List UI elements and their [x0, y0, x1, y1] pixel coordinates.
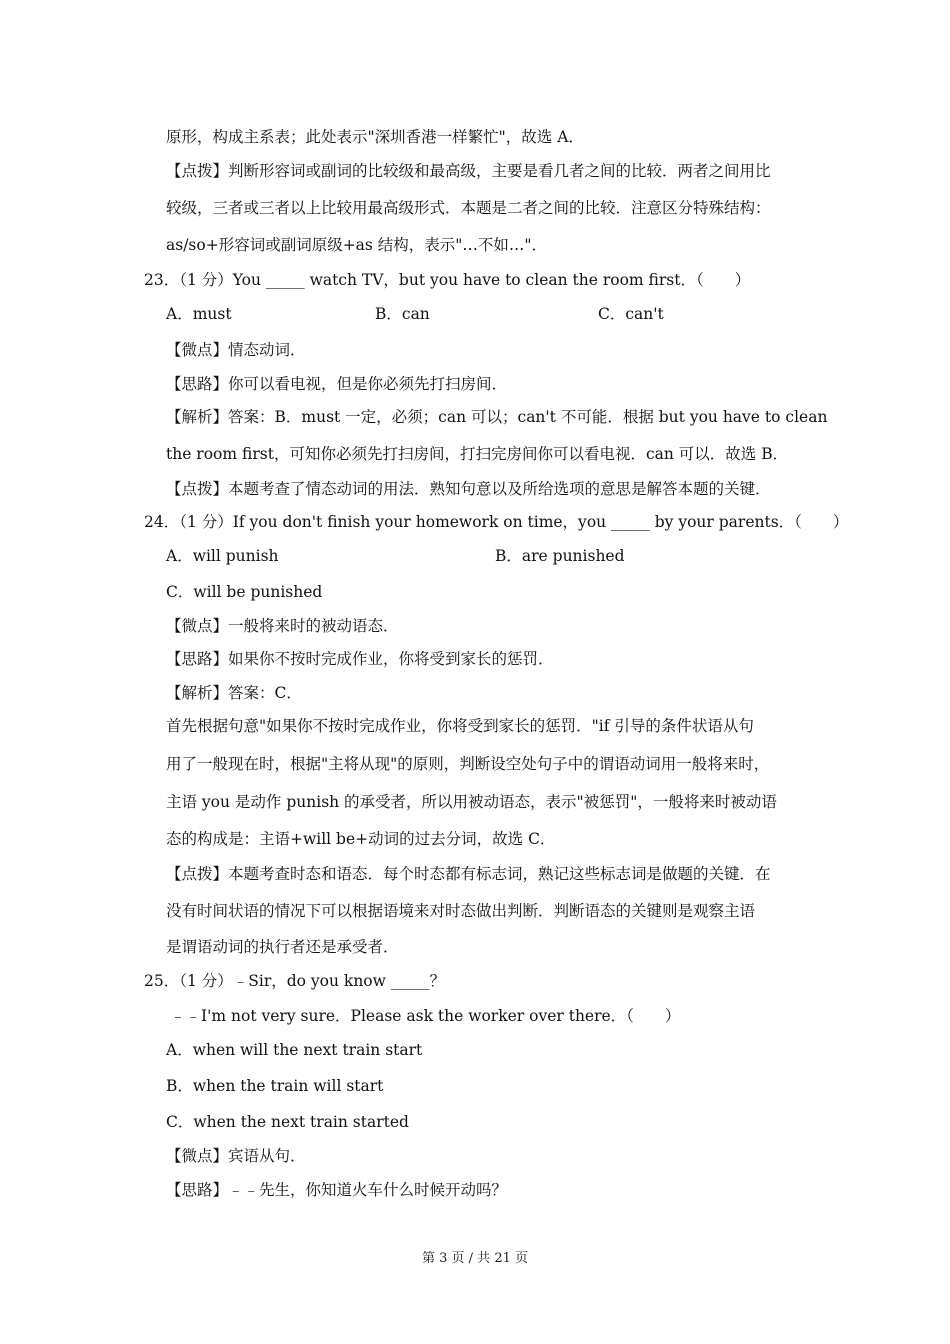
page-footer: 第 3 页 / 共 21 页 [422, 1251, 528, 1266]
text-line: as/so+形容词或副词原级+as 结构，表示"…不如…"． [166, 236, 548, 254]
q24-dianbo-cont: 是谓语动词的执行者还是承受者． [166, 938, 399, 956]
q24-option-c: C．will be punished [166, 583, 323, 601]
q24-option-b: B．are punished [495, 547, 625, 565]
text-line: 较级，三者或三者以上比较用最高级形式．本题是二者之间的比较．注意区分特殊结构： [166, 199, 771, 217]
q23-dianbo: 【点拨】本题考查了情态动词的用法．熟知句意以及所给选项的意思是解答本题的关键． [166, 480, 771, 498]
q23-silu: 【思路】你可以看电视，但是你必须先打扫房间． [166, 375, 508, 393]
q23-option-a: A．must [166, 305, 232, 323]
q25-option-c: C．when the next train started [166, 1113, 409, 1131]
q24-body: 首先根据句意"如果你不按时完成作业，你将受到家长的惩罚．"if 引导的条件状语从句 [166, 717, 754, 735]
q24-jiexi: 【解析】答案：C． [166, 684, 302, 702]
q23-option-c: C．can't [598, 305, 664, 323]
q24-option-a: A．will punish [166, 547, 279, 565]
q24-silu: 【思路】如果你不按时完成作业，你将受到家长的惩罚． [166, 650, 554, 668]
q25-silu: 【思路】﹣﹣先生，你知道火车什么时候开动吗？ [166, 1181, 508, 1199]
q24-dianbo-cont: 没有时间状语的情况下可以根据语境来对时态做出判断．判断语态的关键则是观察主语 [166, 902, 756, 920]
q25-option-b: B．when the train will start [166, 1077, 384, 1095]
q25-weidian: 【微点】宾语从句． [166, 1147, 306, 1165]
q24-body: 用了一般现在时，根据"主将从现"的原则，判断设空处句子中的谓语动词用一般将来时， [166, 755, 770, 773]
q23-option-b: B．can [375, 305, 430, 323]
q23-jiexi: 【解析】答案：B．must 一定，必须；can 可以；can't 不可能．根据 but you have to clean [166, 408, 828, 426]
question-25-stem: 25．（1 分）﹣Sir，do you know _____？ [144, 972, 446, 990]
q24-body: 态的构成是：主语+will be+动词的过去分词，故选 C． [166, 830, 556, 848]
q24-body: 主语 you 是动作 punish 的承受者，所以用被动语态，表示"被惩罚"，一般将来时被动语 [166, 793, 777, 811]
question-23-stem: 23．（1 分）You _____ watch TV，but you have to clean the room first．（ ） [144, 271, 751, 289]
q25-option-a: A．when will the next train start [166, 1041, 423, 1059]
q24-dianbo: 【点拨】本题考查时态和语态．每个时态都有标志词，熟记这些标志词是做题的关键．在 [166, 865, 771, 883]
q23-weidian: 【微点】情态动词． [166, 341, 306, 359]
text-line: 原形，构成主系表；此处表示"深圳香港一样繁忙"，故选 A． [166, 128, 584, 146]
q24-weidian: 【微点】一般将来时的被动语态． [166, 617, 399, 635]
q23-jiexi-cont: the room first，可知你必须先打扫房间，打扫完房间你可以看电视．can 可以．故选 B． [166, 445, 789, 463]
text-line: 【点拨】判断形容词或副词的比较级和最高级，主要是看几者之间的比较．两者之间用比 [166, 162, 771, 180]
question-24-stem: 24．（1 分）If you don't finish your homework on time，you _____ by your parents．（ ） [144, 513, 849, 531]
q25-reply: ﹣﹣I'm not very sure．Please ask the worker over there．（ ） [170, 1007, 681, 1025]
